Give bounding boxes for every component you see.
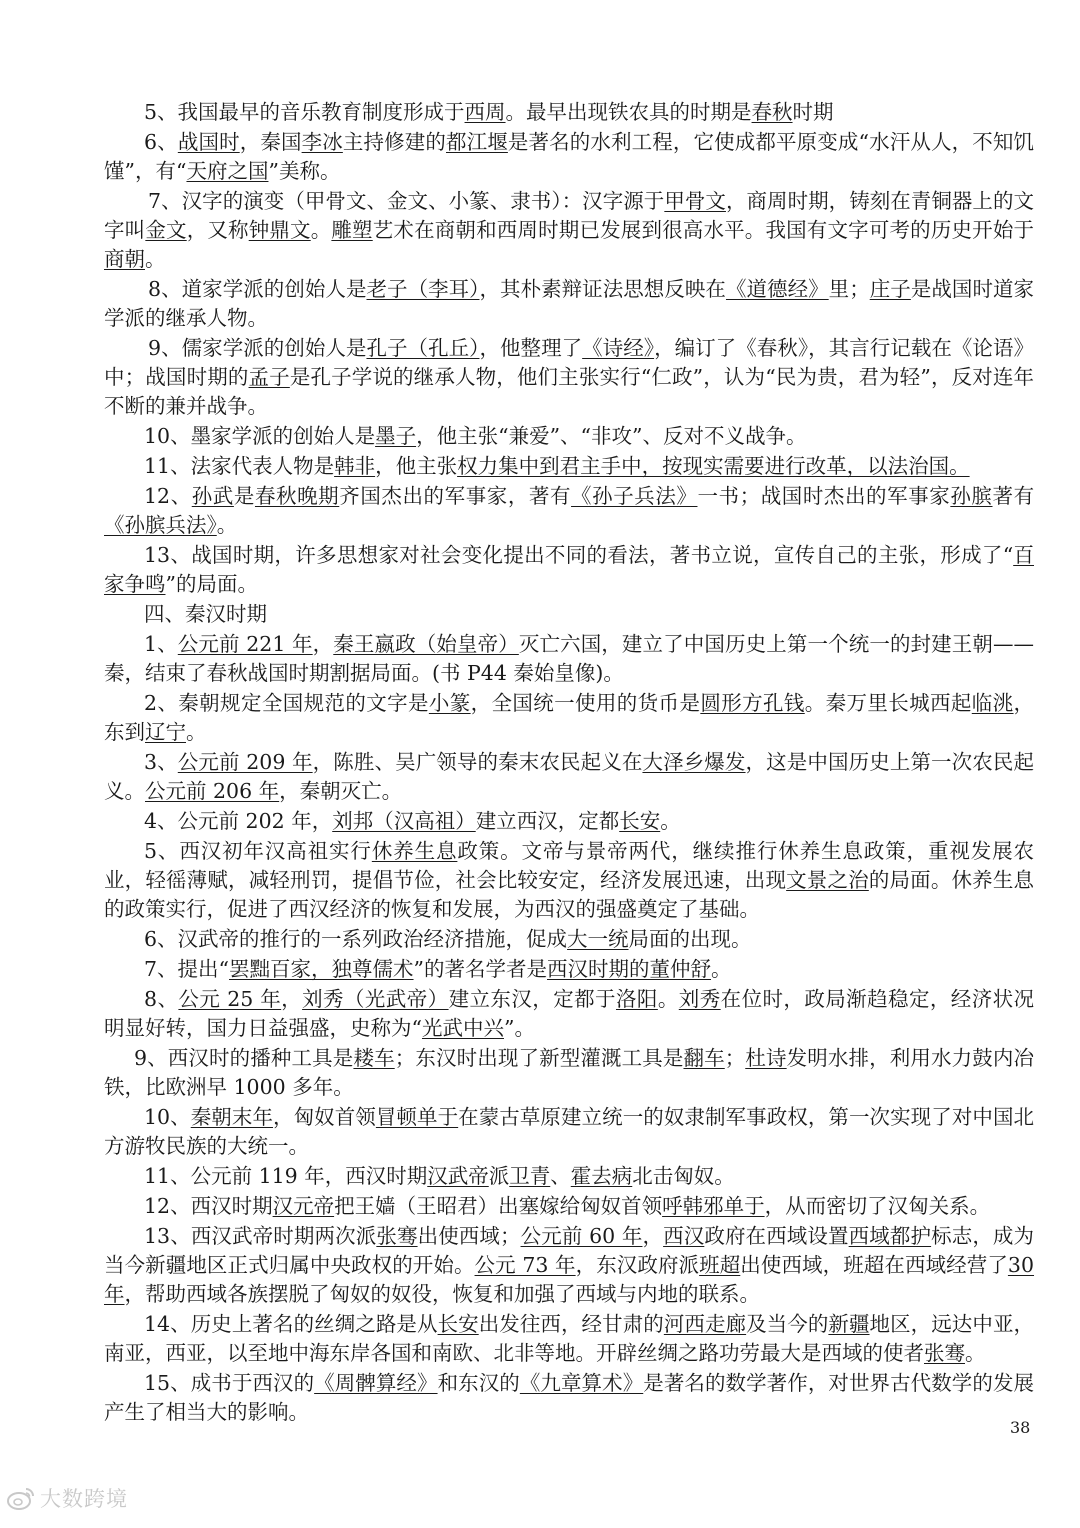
text-run: 、 [550,1164,571,1188]
text-run: 。 [145,247,166,271]
text-run: 标志，成为当今新疆地区正式归属中央政权的开始。 [104,1224,1035,1277]
text-run: ，他主张“兼爱”、“非攻”、反对不义战争。 [416,424,807,448]
paragraph [104,748,1034,806]
text-run: 8、道家学派的创始人是 [148,277,367,301]
underlined-key-term: 刘秀（光武帝） [302,987,449,1011]
paragraph [104,275,1034,333]
text-run: 政策。文帝与景帝两代，继续推行休养生息政策，重视发展农业，轻徭薄赋，减轻刑罚，提倡节俭，社会比较安定，经济发展迅速，出现 [104,839,1035,892]
text-run: ，东到 [104,691,1035,744]
text-run: 。 [186,720,207,744]
text-run: 13、西汉武帝时期两次派 [144,1224,377,1248]
underlined-key-term: 冒顿单于 [375,1105,459,1129]
underlined-key-term: 钟鼎文 [248,218,311,242]
text-run: 11、公元前 119 年，西汉时期 [144,1164,428,1188]
paragraph [104,1369,1034,1427]
text-run: ； [724,1046,746,1070]
text-run: 出使西域； [417,1224,521,1248]
text-run: 3、 [144,750,178,774]
underlined-key-term: 耧车 [353,1046,395,1070]
text-run: 发明水排，利用水力鼓内冶铁，比欧洲早 1000 多年。 [104,1046,1035,1099]
underlined-key-term: 张骞 [924,1341,965,1365]
text-run: 是著名的数学著作，对世界古代数学的发展产生了相当大的影响。 [104,1371,1035,1424]
text-run: 。秦万里长城西起 [804,691,972,715]
underlined-key-term: 翻车 [683,1046,725,1070]
underlined-key-term: 西汉时期的董仲舒 [547,957,712,981]
underlined-key-term: 春秋晚期 [254,484,340,508]
text-run: 里； [828,277,870,301]
text-run: 一书；战国时杰出的军事家 [697,484,951,508]
underlined-key-term: 雕塑 [331,218,373,242]
text-run: ， [312,632,334,656]
underlined-key-term: 小篆 [428,691,471,715]
underlined-key-term: 圆形方孔钱 [700,691,805,715]
underlined-key-term: 战国时 [177,130,240,154]
underlined-key-term: 孔子（孔丘） [366,336,480,360]
underlined-key-term: 西域都护 [848,1224,932,1248]
underlined-key-term: 公元前 60 年 [520,1224,643,1248]
text-run: 。 [965,1341,986,1365]
text-run: 灭亡六国，建立了中国历史上第一个统一的封建王朝——秦，结束了春秋战国时期割据局面。(书 P44 秦始皇像)。 [104,632,1035,685]
underlined-key-term: 光武中兴 [421,1016,504,1040]
underlined-key-term: 都江堰 [446,130,508,154]
text-run: 9、西汉时的播种工具是 [134,1046,354,1070]
text-run: 。 [660,809,681,833]
underlined-key-term: 甲骨文 [664,189,726,213]
underlined-key-term: 汉武帝 [427,1164,489,1188]
text-run: 政府在西域设置 [704,1224,849,1248]
paragraph [104,925,1034,954]
text-run: 4、公元前 202 年， [144,809,333,833]
text-run: 7、汉字的演变（甲骨文、金文、小篆、隶书）：汉字源于 [148,189,665,213]
text-run: 。 [711,957,732,981]
paragraph [104,1310,1034,1368]
text-run: 建立东汉，定都于 [448,987,616,1011]
underlined-key-term: 《道德经》 [725,277,829,301]
paragraph [104,482,1034,540]
text-run: 。 [216,513,238,537]
text-run: ”的局面。 [165,572,258,596]
text-run: 1、 [144,632,178,656]
underlined-key-term: 公元前 221 年 [177,632,313,656]
underlined-key-term: 班超 [699,1253,741,1277]
underlined-key-term: 商朝 [104,247,145,271]
text-run: 是著名的水利工程，它使成都平原变成“水汗从人，不知饥馑”，有“ [104,130,1035,183]
underlined-key-term: 罢黜百家，独尊儒术 [229,957,414,981]
underlined-key-term: 公元前 206 年 [145,779,280,803]
underlined-key-term: 公元 73 年 [474,1253,576,1277]
text-run: ，编订了《春秋》，其言行记载在《论语》中；战国时期的 [104,336,1035,389]
underlined-key-term: 卫青 [509,1164,551,1188]
document-body [104,98,1034,1428]
underlined-key-term: 春秋 [751,100,793,124]
underlined-key-term: 孙膑 [950,484,993,508]
paragraph [104,630,1034,688]
text-run: 建立西汉，定都 [475,809,620,833]
text-run: ，又称 [186,218,249,242]
text-run: 出使西域，班超在西域经营了 [740,1253,1008,1277]
text-run: 局面的出现。 [628,927,752,951]
text-run: 。 [657,987,679,1011]
underlined-key-term: 《周髀算经》 [314,1371,438,1395]
underlined-key-term: 呼韩邪单于 [662,1194,765,1218]
underlined-key-term: 百家争鸣 [104,543,1034,596]
paragraph [104,452,1034,481]
text-run: ，其朴素辩证法思想反映在 [479,277,726,301]
text-run: ，陈胜、吴广领导的秦末农民起义在 [312,750,643,774]
text-run: 时期 [792,100,834,124]
text-run: ，秦国 [239,130,302,154]
underlined-key-term: 辽宁 [145,720,186,744]
text-run: ，秦朝灭亡。 [279,779,403,803]
underlined-key-term: 霍去病 [570,1164,633,1188]
underlined-key-term: 长安 [437,1312,479,1336]
text-run: ， [281,987,303,1011]
text-run: 是战国时道家学派的继承人物。 [104,277,1035,330]
paragraph [104,689,1034,747]
text-run: 著有 [992,484,1035,508]
paragraph [104,98,1034,127]
underlined-key-term: 文景之治 [786,868,869,892]
text-run: ，从而密切了汉匈关系。 [764,1194,991,1218]
underlined-key-term: 公元前 209 年 [177,750,313,774]
underlined-key-term: 长安 [619,809,661,833]
underlined-key-term: 墨子 [375,424,417,448]
text-run: 10、 [144,1105,191,1129]
text-run: 6、汉武帝的推行的一系列政治经济措施，促成 [144,927,568,951]
underlined-key-term: 大泽乡爆发 [642,750,746,774]
text-run: 派 [488,1164,510,1188]
text-run: 6、 [144,130,178,154]
text-run: ；东汉时出现了新型灌溉工具是 [394,1046,684,1070]
page-number: 38 [1010,1418,1031,1437]
paragraph [104,334,1034,421]
underlined-key-term: 李冰 [301,130,343,154]
text-run: 。 [310,218,332,242]
underlined-key-term: 孟子 [248,365,290,389]
watermark-text: 大数跨境 [40,1487,128,1511]
text-run: ，全国统一使用的货币是 [470,691,701,715]
watermark [6,1478,128,1518]
text-run: ，他主张 [375,454,458,478]
text-run: ，这是中国历史上第一次农民起义。 [104,750,1035,803]
text-run: 把王嫱（王昭君）出塞嫁给匈奴首领 [334,1194,663,1218]
text-run: 艺术在商朝和西周时期已发展到很高水平。我国有文字可考的历史开始于 [372,218,1035,242]
text-run: ，帮助西域各族摆脱了匈奴的奴役，恢复和加强了西域与内地的联系。 [124,1282,760,1306]
underlined-key-term: 30 年 [104,1253,1035,1306]
underlined-key-term: 休养生息 [371,839,458,863]
text-run: 。最早出现铁农具的时期是 [505,100,752,124]
text-run: ，东汉政府派 [575,1253,700,1277]
text-run: 8、 [144,987,179,1011]
paragraph [104,837,1034,924]
underlined-key-term: 《孙子兵法》 [571,484,698,508]
text-run: ，他整理了 [479,336,583,360]
text-run: 是孔子学说的继承人物，他们主张实行“仁政”，认为“民为贵，君为轻”，反对连年不断的兼并战争。 [104,365,1035,418]
text-run: 12、 [144,484,192,508]
paragraph [104,1162,1034,1191]
underlined-key-term: 临洮 [971,691,1014,715]
paragraph [104,1222,1034,1309]
text-run: ， [642,1224,664,1248]
text-run: 在蒙古草原建立统一的奴隶制军事政权，第一次实现了对中国北方游牧民族的大统一。 [104,1105,1035,1158]
underlined-key-term: 杜诗 [745,1046,787,1070]
underlined-key-term: 秦朝末年 [190,1105,274,1129]
text-run: 11、法家代表人物是 [144,454,335,478]
text-run: 15、成书于西汉的 [144,1371,315,1395]
text-run: 是 [233,484,255,508]
text-run: 在位时，政局渐趋稳定，经济状况明显好转，国力日益强盛，史称为“ [104,987,1035,1040]
paragraph [104,128,1034,186]
text-run: 5、西汉初年汉高祖实行 [144,839,372,863]
text-run: 10、墨家学派的创始人是 [144,424,376,448]
text-run: 13、战国时期，许多思想家对社会变化提出不同的看法，著书立说，宣传自己的主张，形成了“ [144,543,1014,567]
text-run: ”。 [503,1016,535,1040]
underlined-key-term: 庄子 [869,277,911,301]
paragraph [104,1044,1034,1102]
underlined-key-term: 西周 [464,100,506,124]
underlined-key-term: 天府之国 [186,159,269,183]
text-run: 的局面。休养生息的政策实行，促进了西汉经济的恢复和发展，为西汉的强盛奠定了基础。 [104,868,1035,921]
text-run: 主持修建的 [342,130,446,154]
underlined-key-term: 孙武 [191,484,234,508]
paragraph [104,1103,1034,1161]
paragraph [104,187,1034,274]
text-run: 7、提出“ [144,957,230,981]
underlined-key-term: 刘邦（汉高祖） [332,809,476,833]
underlined-key-term: 西汉 [663,1224,705,1248]
underlined-key-term: 老子（李耳） [366,277,480,301]
underlined-key-term: 公元 25 年 [178,987,282,1011]
text-run: ，商周时期，铸刻在青铜器上的文字叫 [104,189,1035,242]
underlined-key-term: 河西走廊 [663,1312,747,1336]
paragraph [104,422,1034,451]
text-run: 地区，远达中亚，南亚，西亚，以至地中海东岸各国和南欧、北非等地。开辟丝绸之路功劳最大是西域的使者 [104,1312,1035,1365]
text-run: 和东汉的 [437,1371,520,1395]
text-run: ，匈奴首领 [273,1105,376,1129]
text-run: 9、儒家学派的创始人是 [148,336,367,360]
text-run: 四、秦汉时期 [144,602,267,626]
paragraph [104,1192,1034,1221]
underlined-key-term: 洛阳 [615,987,658,1011]
text-run: 齐国杰出的军事家，著有 [339,484,572,508]
underlined-key-term: 秦王嬴政（始皇帝） [333,632,519,656]
underlined-key-term: 《孙膑兵法》 [104,513,217,537]
text-run: ”的著名学者是 [413,957,548,981]
underlined-key-term: 权力集中到君主手中，按现实需要进行改革，以法治国。 [457,454,970,478]
paragraph [104,541,1034,599]
underlined-key-term: 《诗经》 [582,336,655,360]
paragraph [104,955,1034,984]
underlined-key-term: 《九章算术》 [519,1371,644,1395]
weibo-logo-icon [6,1485,36,1511]
underlined-key-term: 刘秀 [678,987,721,1011]
text-run: 北击匈奴。 [632,1164,735,1188]
text-run: 14、历史上著名的丝绸之路是从 [144,1312,438,1336]
underlined-key-term: 大一统 [567,927,629,951]
text-run: 5、我国最早的音乐教育制度形成于 [144,100,465,124]
paragraph [104,807,1034,836]
paragraph [104,985,1034,1043]
underlined-key-term: 金文 [145,218,187,242]
underlined-key-term: 韩非 [334,454,376,478]
text-run: 2、秦朝规定全国规范的文字是 [144,691,429,715]
underlined-key-term: 张骞 [376,1224,418,1248]
text-run: 及当今的 [746,1312,829,1336]
text-run: 出发往西，经甘肃的 [478,1312,664,1336]
underlined-key-term: 汉元帝 [272,1194,335,1218]
text-run: 12、西汉时期 [144,1194,273,1218]
section-heading [104,600,1034,629]
text-run: ”美称。 [268,159,341,183]
underlined-key-term: 新疆 [828,1312,870,1336]
